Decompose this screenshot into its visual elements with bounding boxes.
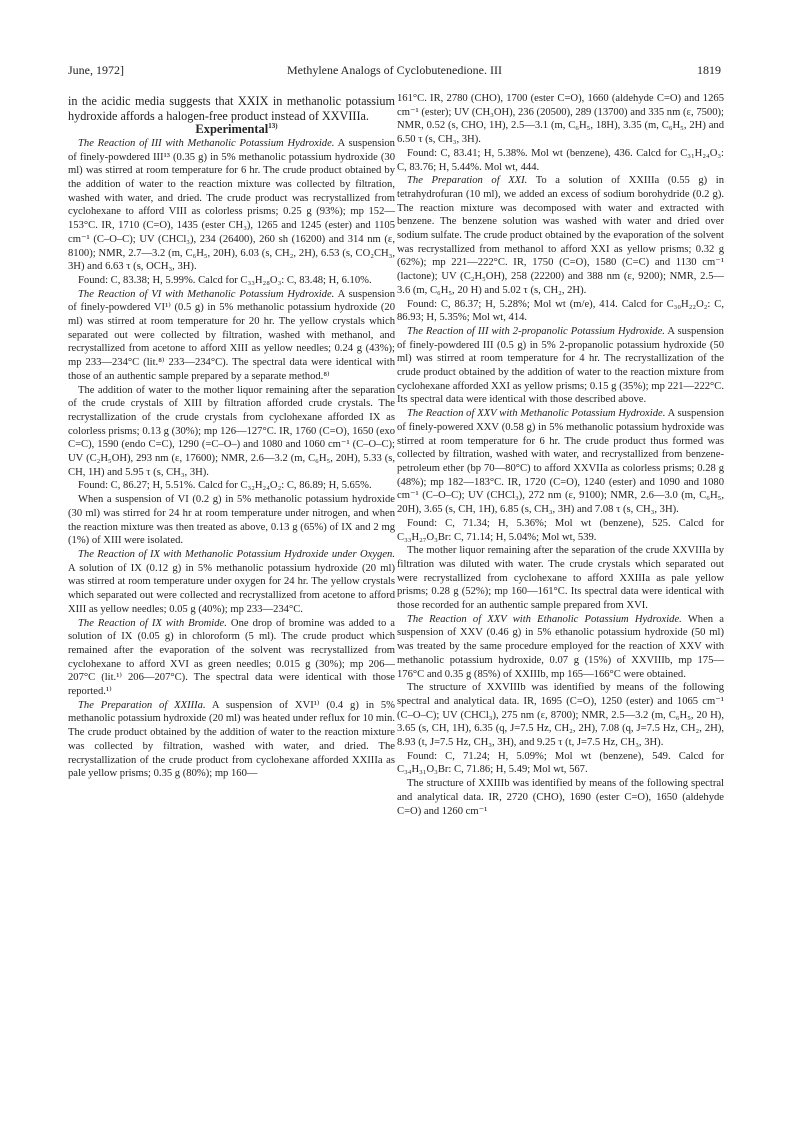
subsection-title: The Reaction of III with Methanolic Potassium Hydroxide. — [78, 137, 335, 149]
paragraph-text: Found: C, 86.27; H, 5.51%. Calcd for C₃₂H₂₄O₂: C, 86.89; H, 5.65%. — [78, 480, 372, 492]
paragraph-text: A suspension of finely-powdered III¹³ (0.35 g) in 5% methanolic potassium hydroxide (30 ml) was stirred at room temperature for 6 hr. The crude product obtained by the addition of water to the reaction mixture was collected by filtration, washed with water, and dried. The crude product was recrystallized from cyclohexane to afford VIII as colorless prisms; 0.25 g (93%); mp 152—153°C. IR, 1710 (C=O), 1435 (ester CH₃), 1265 and 1245 (ester) and 1105 cm⁻¹ (C–O–C); UV (CHCl₃), 234 (26400), 260 sh (16200) and 314 nm (ε, 8100); NMR, 2.7—3.2 (m, C₆H₅, 20H), 6.03 (s, CH₂, 2H), 6.53 (s, CO₂CH₃, 3H) and 6.63 τ (s, OCH₃, 3H). — [68, 137, 395, 273]
right-paragraphs — [397, 92, 724, 818]
paragraph — [397, 298, 724, 325]
subsection-title: The Preparation of XXI. — [407, 175, 528, 187]
section-heading — [68, 123, 395, 137]
paragraph — [397, 544, 724, 613]
paragraph — [68, 274, 395, 288]
paragraph-text: The mother liquor remaining after the separation of the crude XXVIIIa by filtration was diluted with water. The crude crystals which separated out were recrystallized from cyclohexane to afford XXIIIa as pale yellow prisms; 0.28 g (52%); mp 160—161°C. Its spectral data were identical with those recorded for an authentic sample prepared from XVI. — [397, 545, 724, 612]
paragraph-text: A suspension of finely-powdered VI¹⁾ (0.5 g) in 5% methanolic potassium hydroxide (20 ml) was stirred at room temperature for 20 hr. The yellow crystals which separated out were collected by filtration, washed with methanol, and recrystallized from acetone to afford XIII as yellow needles; 0.24 g (43%); mp 233—234°C (lit.⁸⁾ 233—234°C). The spectral data were identical with those of an authentic sample prepared by a separate method.⁸⁾ — [68, 288, 395, 382]
paragraph-text: Found: C, 71.34; H, 5.36%; Mol wt (benzene), 525. Calcd for C₃₃H₂₇O₃Br: C, 71.14; H, 5.04%; Mol wt, 539. — [397, 517, 724, 543]
paragraph — [68, 617, 395, 699]
paragraph-text: One drop of bromine was added to a solution of IX (0.05 g) in chloroform (5 ml). The crude product which remained after the evaporation of the solvent was recrystallized from cyclohexane to afford XVI as green needles; 0.015 g (30%); mp 206—207°C (lit.¹⁾ 206—207°C). The spectral data were identical with those reported.¹⁾ — [68, 617, 395, 698]
paragraph-text: Found: C, 83.41; H, 5.38%. Mol wt (benzene), 436. Calcd for C₃₁H₂₄O₃: C, 83.76; H, 5.44%. Mol wt, 444. — [397, 147, 724, 173]
paragraph — [397, 517, 724, 544]
left-paragraphs — [68, 137, 395, 781]
section-heading-note: 13) — [268, 122, 278, 131]
paragraph — [68, 137, 395, 274]
header-title: Methylene Analogs of Cyclobutenedione. III — [287, 63, 502, 77]
subsection-title: The Reaction of IX with Methanolic Potassium Hydroxide under Oxygen. — [78, 548, 395, 560]
right-column — [397, 92, 724, 818]
paragraph — [397, 92, 724, 147]
paragraph — [68, 384, 395, 480]
paragraph-text: The addition of water to the mother liquor remaining after the separation of the crude crystals of XIII by filtration afforded crude crystals. The recrystallization of the crude crystals from cyclohexane afforded IX as colorless prisms; 0.13 g (30%); mp 126—127°C. IR, 1760 (C=O), 1650 (exo C=C), 1590 (endo C=C), 1290 (=C–O–) and 1080 and 1060 cm⁻¹ (C–O–C); UV (C₂H₅OH), 293 nm (ε, 17600); NMR, 2.6—3.2 (m, C₆H₅, 20H), 5.33 (s, CH, 1H) and 5.95 τ (s, CH₃, 3H). — [68, 384, 395, 478]
subsection-title: The Reaction of XXV with Methanolic Potassium Hydroxide. — [407, 408, 666, 420]
paragraph — [397, 325, 724, 407]
paragraph — [68, 288, 395, 384]
paragraph — [397, 174, 724, 297]
paragraph — [68, 493, 395, 548]
subsection-title: The Reaction of XXV with Ethanolic Potassium Hydroxide. — [407, 613, 682, 625]
paragraph-text: To a solution of XXIIIa (0.55 g) in tetrahydrofuran (10 ml), we added an excess of sodium borohydride (0.2 g). The reaction mixture was decomposed with water and extracted with benzene. The benzene solution was washed with water and dried over sodium sulfate. The crude product obtained by the evaporation of the solvent was recrystallized from methanol to afford XXI as yellow prisms; 0.32 g (62%); mp 221—222°C. IR, 1750 (C=O), 1580 (C=C) and 1130 cm⁻¹ (lactone); UV (C₂H₅OH), 258 (22200) and 388 nm (ε, 9200); NMR, 2.5—3.6 (m, C₆H₅, 20 H) and 5.02 τ (s, CH₂, 2H). — [397, 175, 725, 296]
subsection-title: The Reaction of VI with Methanolic Potassium Hydroxide. — [78, 288, 335, 300]
paragraph-text: The structure of XXVIIIb was identified by means of the following spectral and analytical data. IR, 1695 (C=O), 1250 (ester) and 1065 cm⁻¹ (C–O–C); UV (CHCl₃), 275 nm (ε, 8700); NMR, 2.5—3.2 (m, C₆H₅, 20 H), 3.65 (s, CH, 1H), 6.35 (q, J=7.5 Hz, CH₂, 2H), 7.08 (q, J=7.5 Hz, CH₂, 2H), 8.93 (t, J=7.5 Hz, CH₃, 3H), and 9.25 τ (t, J=7.5 Hz, CH₃, 3H). — [397, 682, 724, 749]
paragraph — [68, 479, 395, 493]
paragraph — [68, 699, 395, 781]
paragraph — [68, 548, 395, 617]
page-number: 1819 — [697, 63, 721, 77]
subsection-title: The Reaction of III with 2-propanolic Potassium Hydroxide. — [407, 325, 665, 337]
paragraph-text: When a suspension of XXV (0.46 g) in 5% ethanolic potassium hydroxide (50 ml) was treated by the same procedure employed for the reaction of XXV with methanolic potassium hydroxide, 0.07 g (15%) of XXVIIIb, mp 175—176°C and 0.35 g (85%) of XXIIIb, mp 165—166°C were obtained. — [397, 613, 724, 680]
paragraph — [397, 681, 724, 750]
paragraph — [397, 613, 724, 682]
paragraph-text: When a suspension of VI (0.2 g) in 5% methanolic potassium hydroxide (30 ml) was stirred for 24 hr at room temperature under nitrogen, and when the reaction mixture was then treated as above, 0.13 g (65%) of IX and 2 mg (1%) of XIII were isolated. — [68, 494, 395, 547]
subsection-title: The Reaction of IX with Bromide. — [78, 617, 227, 629]
paragraph-text: 161°C. IR, 2780 (CHO), 1700 (ester C=O), 1660 (aldehyde C=O) and 1265 cm⁻¹ (ester); UV (CH₃OH), 236 (20500), 289 (13700) and 335 nm (ε, 7500); NMR, 0.52 (s, CHO, 1H), 2.5—3.1 (m, C₆H₅, 18H), 3.35 (m, C₆H₅, 2H) and 6.50 τ (s, CH₃, 3H). — [397, 93, 724, 146]
paragraph — [397, 407, 724, 517]
paragraph-text: Found: C, 71.24; H, 5.09%; Mol wt (benzene), 549. Calcd for C₃₄H₃₁O₃Br: C, 71.86; H, 5.49; Mol wt, 567. — [397, 750, 724, 776]
paragraph-text: A solution of IX (0.12 g) in 5% methanolic potassium hydroxide (20 ml) was stirred at room temperature under oxygen for 24 hr. The yellow crystals which separated out were collected and recrystallized from acetone to afford XIII as yellow needles; 0.05 g (40%); mp 233—234°C. — [68, 562, 395, 615]
header-date: June, 1972] — [68, 63, 124, 77]
section-heading-text: Experimental — [195, 122, 269, 137]
subsection-title: The Preparation of XXIIIa. — [78, 699, 206, 711]
paragraph-text: A suspension of finely-powdered III (0.5 g) in 5% 2-propanolic potassium hydroxide (50 ml) was stirred at room temperature for 4 hr. The recrystallization of the crude product obtained by the addition of water to the reaction mixture from cyclohexane afforded XXI as yellow prisms; 0.15 g (35%); mp 221—222°C. Its spectral data were identical with those described above. — [397, 325, 724, 406]
paragraph-text: A suspension of XVI¹⁾ (0.4 g) in 5% methanolic potassium hydroxide (20 ml) was heated under reflux for 10 min. The crude product obtained by the addition of water to the reaction mixture was collected by filtration, washed with water, and dried. The recrystallization of the crude product from cyclohexane afforded XXIIIa as pale yellow prisms; 0.35 g (80%); mp 160— — [68, 699, 395, 780]
paragraph-text: The structure of XXIIIb was identified by means of the following spectral and analytical data. IR, 2720 (CHO), 1690 (ester C=O), 1650 (aldehyde C=O) and 1260 cm⁻¹ — [397, 778, 724, 817]
left-column — [68, 94, 395, 781]
intro-paragraph: in the acidic media suggests that XXIX in methanolic potassium hydroxide affords a halogen-free product instead of XXVIIIa. — [68, 94, 395, 123]
paragraph — [397, 147, 724, 174]
paragraph-text: A suspension of finely-powered XXV (0.58 g) in 5% methanolic potassium hydroxide was stirred at room temperature for 6 hr. The crude product thus formed was collected by filtration, washed with water, and recrystallized from benzene-petroleum ether (bp 70—80°C) to afford XXVIIa as colorless prisms; 0.28 g (48%); mp 182—183°C. IR, 1720 (C=O), 1240 (ester) and 1090 and 1080 cm⁻¹ (C–O–C); UV (CHCl₃), 272 nm (ε, 9100); NMR, 2.6—3.0 (m, C₆H₅, 20H), 3.65 (s, CH, 1H), 6.85 (s, CH₃, 3H) and 7.08 τ (s, CH₃, 3H). — [397, 408, 724, 516]
paragraph-text: Found: C, 83.38; H, 5.99%. Calcd for C₃₃H₂₈O₃: C, 83.48; H, 6.10%. — [78, 274, 372, 286]
paragraph — [397, 777, 724, 818]
paragraph-text: Found: C, 86.37; H, 5.28%; Mol wt (m/e), 414. Calcd for C₃₀H₂₂O₂: C, 86.93; H, 5.35%; Mol wt, 414. — [397, 298, 724, 324]
paragraph — [397, 750, 724, 777]
running-header — [68, 63, 721, 79]
